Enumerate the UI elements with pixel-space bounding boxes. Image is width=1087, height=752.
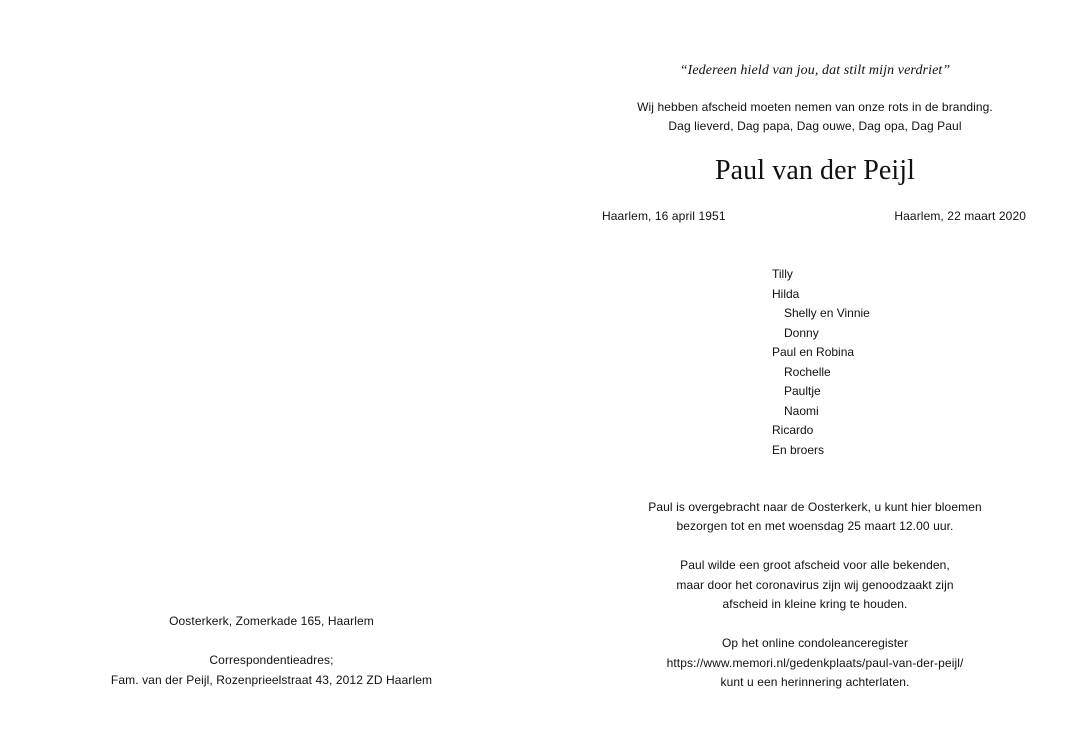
memorial-quote: “Iedereen hield van jou, dat stilt mijn verdriet” (679, 63, 951, 78)
left-page (0, 0, 543, 752)
info-paragraph-1-line-1: Paul is overgebracht naar de Oosterkerk, u kunt hier bloemen (648, 500, 982, 514)
info-paragraph-3-line-1: Op het online condoleanceregister (721, 636, 909, 650)
family-member: En broers (772, 442, 825, 457)
family-member: Paultje (784, 384, 821, 398)
info-paragraph-2-line-3: afscheid in kleine kring te houden. (722, 597, 908, 611)
family-member: Ricardo (772, 423, 814, 437)
family-member: Donny (784, 325, 819, 340)
birth-place-date: Haarlem, 16 april 1951 (602, 209, 726, 223)
family-member: Hilda (772, 286, 800, 301)
church-address: Oosterkerk, Zomerkade 165, Haarlem (169, 614, 374, 628)
info-paragraph-2-line-1: Paul wilde een groot afscheid voor alle bekenden, (680, 558, 950, 572)
condolence-register-link: https://www.memori.nl/gedenkplaats/paul-van-der-peijl/ (666, 656, 964, 670)
family-member: Rochelle (784, 364, 831, 379)
family-member: Shelly en Vinnie (784, 306, 870, 320)
intro-line-1: Wij hebben afscheid moeten nemen van onze rots in de branding. (637, 100, 993, 114)
correspondence-address: Fam. van der Peijl, Rozenprieelstraat 43, 2012 ZD Haarlem (110, 673, 433, 687)
death-place-date: Haarlem, 22 maart 2020 (894, 209, 1026, 223)
deceased-name: Paul van der Peijl (714, 155, 916, 186)
correspondence-label: Correspondentieadres; (209, 653, 334, 667)
family-member: Tilly (772, 267, 793, 281)
info-paragraph-2-line-2: maar door het coronavirus zijn wij genoodzaakt zijn (676, 578, 954, 592)
family-member: Paul en Robina (772, 345, 855, 359)
info-paragraph-1-line-2: bezorgen tot en met woensdag 25 maart 12.00 uur. (676, 519, 954, 533)
family-member: Naomi (784, 403, 819, 418)
intro-line-2: Dag lieverd, Dag papa, Dag ouwe, Dag opa, Dag Paul (668, 119, 962, 133)
family-list (772, 265, 870, 460)
info-paragraph-3-line-3: kunt u een herinnering achterlaten. (720, 675, 910, 689)
